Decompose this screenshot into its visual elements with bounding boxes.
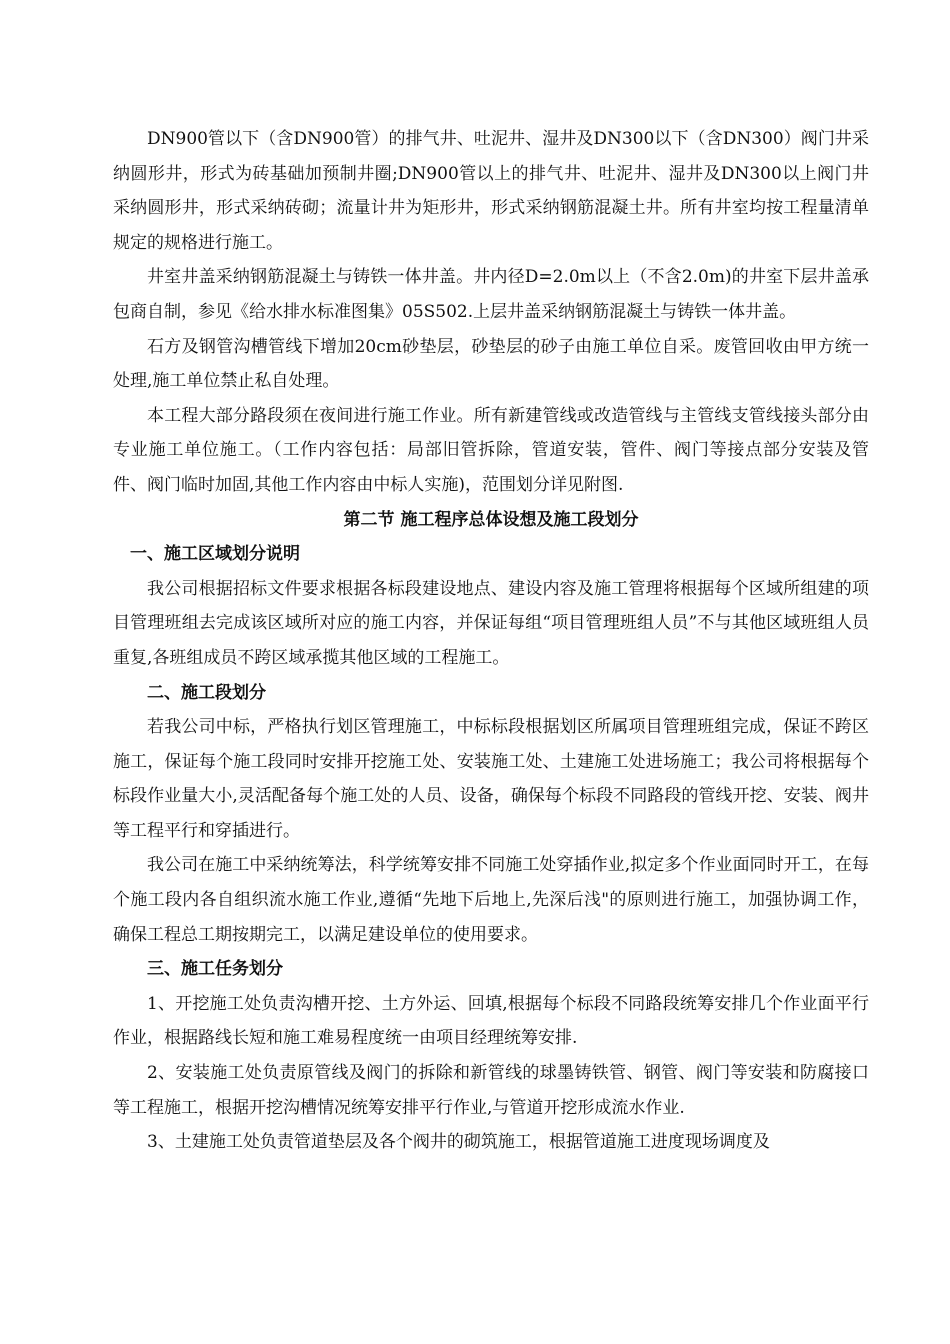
- section-title: 第二节 施工程序总体设想及施工段划分: [343, 509, 639, 530]
- task-division-item-2: 2、安装施工处负责原管线及阀门的拆除和新管线的球墨铸铁管、钢管、阀门等安装和防腐接口等工程施工，根据开挖沟槽情况统筹安排平行作业,与管道开挖形成流水作业.: [113, 1063, 869, 1118]
- task-division-item-1: 1、开挖施工处负责沟槽开挖、土方外运、回填,根据每个标段不同路段统筹安排几个作业面平行作业，根据路线长短和施工难易程度统一由项目经理统筹安排.: [113, 993, 869, 1049]
- intro-paragraph-4: 本工程大部分路段须在夜间进行施工作业。所有新建管线或改造管线与主管线支管线接头部分由专业施工单位施工。（工作内容包括：局部旧管拆除，管道安装，管件、阀门等接点部分安装及管件、阀门临时加固,其他工作内容由中标人实施)，范围划分详见附图.: [113, 405, 869, 495]
- document-body: [113, 122, 869, 1160]
- segment-division-paragraph-1: 若我公司中标，严格执行划区管理施工，中标标段根据划区所属项目管理班组完成，保证不跨区施工，保证每个施工段同时安排开挖施工处、安装施工处、土建施工处进场施工；我公司将根据每个标段作业量大小,灵活配备每个施工处的人员、设备，确保每个标段不同路段的管线开挖、安装、阀井等工程平行和穿插进行。: [113, 717, 869, 841]
- task-division-item-3: 3、土建施工处负责管道垫层及各个阀井的砌筑施工，根据管道施工进度现场调度及: [147, 1132, 770, 1153]
- intro-paragraph-3: 石方及钢管沟槽管线下增加20cm砂垫层，砂垫层的砂子由施工单位自采。废管回收由甲方统一处理,施工单位禁止私自处理。: [113, 336, 869, 392]
- heading-area-division: 一、施工区域划分说明: [130, 544, 300, 565]
- segment-division-paragraph-2: 我公司在施工中采纳统筹法，科学统筹安排不同施工处穿插作业,拟定多个作业面同时开工，在每个施工段内各自组织流水施工作业,遵循“先地下后地上,先深后浅"的原则进行施工，加强协调工作，确保工程总工期按期完工，以满足建设单位的使用要求。: [113, 855, 869, 945]
- area-division-paragraph: 我公司根据招标文件要求根据各标段建设地点、建设内容及施工管理将根据每个区域所组建的项目管理班组去完成该区域所对应的施工内容，并保证每组“项目管理班组人员”不与其他区域班组人员重复,各班组成员不跨区域承揽其他区域的工程施工。: [113, 578, 869, 668]
- heading-task-division: 三、施工任务划分: [147, 959, 283, 980]
- intro-paragraph-2: 井室井盖采纳钢筋混凝土与铸铁一体井盖。井内径D=2.0m以上（不含2.0m)的井室下层井盖承包商自制，参见《给水排水标准图集》05S502.上层井盖采纳钢筋混凝土与铸铁一体井盖。: [113, 267, 869, 322]
- heading-segment-division: 二、施工段划分: [147, 682, 266, 703]
- intro-paragraph-1: DN900管以下（含DN900管）的排气井、吐泥井、湿井及DN300以下（含DN300）阀门井采纳圆形井，形式为砖基础加预制井圈;DN900管以上的排气井、吐泥井、湿井及DN300以上阀门井采纳圆形井，形式采纳砖砌；流量计井为矩形井，形式采纳钢筋混凝土井。所有井室均按工程量清单规定的规格进行施工。: [113, 129, 869, 253]
